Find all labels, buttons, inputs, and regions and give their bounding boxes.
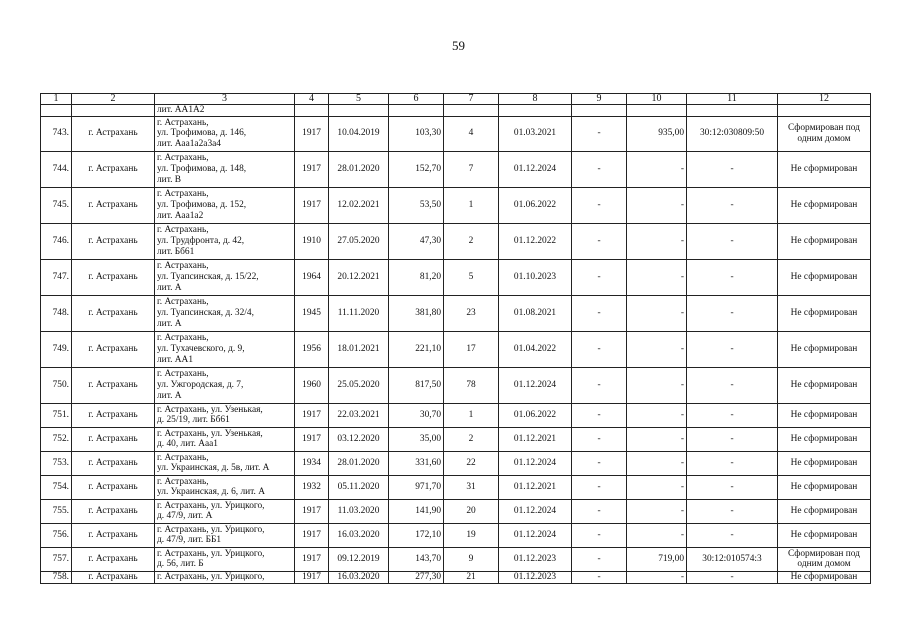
row-number: 750. [41, 367, 72, 403]
city-cell: г. Астрахань [72, 475, 155, 499]
status-cell: Не сформирован [778, 499, 871, 523]
table-row [41, 499, 871, 523]
status-cell: Не сформирован [778, 151, 871, 187]
cadastral-number-cell: - [687, 187, 778, 223]
address-cell: г. Астрахань, ул. Туапсинская, д. 15/22, лит. А [155, 259, 295, 295]
row-number: 747. [41, 259, 72, 295]
address-cell: г. Астрахань, ул. Туапсинская, д. 32/4, лит. А [155, 295, 295, 331]
table-row [41, 151, 871, 187]
year-cell: 1960 [295, 367, 329, 403]
address-cell: г. Астрахань, ул. Урицкого, д. 56, лит. Б [155, 547, 295, 571]
col10-cell: - [627, 187, 687, 223]
date-cell: 16.03.2020 [329, 523, 389, 547]
address-cell: г. Астрахань, ул. Украинская, д. 5в, лит. А [155, 451, 295, 475]
status-cell: Не сформирован [778, 427, 871, 451]
deadline-cell: 01.12.2023 [499, 547, 572, 571]
area-cell: 817,50 [389, 367, 444, 403]
table-row [41, 571, 871, 583]
status-cell: Не сформирован [778, 259, 871, 295]
city-cell: г. Астрахань [72, 151, 155, 187]
status-cell: Не сформирован [778, 295, 871, 331]
year-cell: 1917 [295, 187, 329, 223]
table-row [41, 403, 871, 427]
row-number: 744. [41, 151, 72, 187]
column-header: 6 [389, 94, 444, 105]
cadastral-number-cell: - [687, 259, 778, 295]
apartments-cell: 5 [444, 259, 499, 295]
apartments-cell: 9 [444, 547, 499, 571]
year-cell: 1917 [295, 523, 329, 547]
status-cell: Не сформирован [778, 523, 871, 547]
city-cell: г. Астрахань [72, 187, 155, 223]
cadastral-number-cell: - [687, 451, 778, 475]
registry-table [40, 93, 871, 584]
table-row [41, 295, 871, 331]
column-header: 3 [155, 94, 295, 105]
deadline-cell: 01.08.2021 [499, 295, 572, 331]
date-cell: 18.01.2021 [329, 331, 389, 367]
table-row [41, 547, 871, 571]
column-header: 2 [72, 94, 155, 105]
col10-cell: - [627, 331, 687, 367]
table-row [41, 451, 871, 475]
address-cell: г. Астрахань, ул. Трофимова, д. 152, лит. Ааа1а2 [155, 187, 295, 223]
column-header: 9 [572, 94, 627, 105]
row-number: 753. [41, 451, 72, 475]
area-cell: 152,70 [389, 151, 444, 187]
address-cell: г. Астрахань, ул. Ужгородская, д. 7, лит. А [155, 367, 295, 403]
deadline-cell: 01.12.2021 [499, 475, 572, 499]
area-cell: 971,70 [389, 475, 444, 499]
row-number: 756. [41, 523, 72, 547]
table-row [41, 259, 871, 295]
col10-cell: - [627, 475, 687, 499]
address-cell: г. Астрахань, ул. Узенькая, д. 40, лит. Ааа1 [155, 427, 295, 451]
row-number: 743. [41, 116, 72, 151]
city-cell: г. Астрахань [72, 223, 155, 259]
date-cell: 05.11.2020 [329, 475, 389, 499]
cadastral-number-cell: - [687, 367, 778, 403]
deadline-cell: 01.06.2022 [499, 403, 572, 427]
col10-cell: - [627, 259, 687, 295]
cadastral-number-cell: 30:12:010574:3 [687, 547, 778, 571]
year-cell: 1964 [295, 259, 329, 295]
deadline-cell: 01.12.2021 [499, 427, 572, 451]
column-header: 11 [687, 94, 778, 105]
deadline-cell: 01.12.2024 [499, 367, 572, 403]
deadline-cell: 01.12.2024 [499, 151, 572, 187]
address-cell: г. Астрахань, ул. Тухачевского, д. 9, лит. АА1 [155, 331, 295, 367]
city-cell: г. Астрахань [72, 427, 155, 451]
column-header: 8 [499, 94, 572, 105]
column-header: 7 [444, 94, 499, 105]
table-row [41, 475, 871, 499]
col9-cell: - [572, 571, 627, 583]
date-cell: 11.11.2020 [329, 295, 389, 331]
col10-cell: - [627, 523, 687, 547]
apartments-cell: 22 [444, 451, 499, 475]
date-cell: 20.12.2021 [329, 259, 389, 295]
year-cell: 1917 [295, 151, 329, 187]
city-cell: г. Астрахань [72, 331, 155, 367]
apartments-cell: 2 [444, 427, 499, 451]
apartments-cell: 20 [444, 499, 499, 523]
col10-cell: - [627, 451, 687, 475]
year-cell: 1917 [295, 499, 329, 523]
city-cell: г. Астрахань [72, 403, 155, 427]
continuation-row [41, 105, 871, 117]
col9-cell: - [572, 151, 627, 187]
address-cell: г. Астрахань, ул. Урицкого, [155, 571, 295, 583]
status-cell: Не сформирован [778, 331, 871, 367]
col10-cell: - [627, 499, 687, 523]
column-header: 5 [329, 94, 389, 105]
area-cell: 172,10 [389, 523, 444, 547]
area-cell: 103,30 [389, 116, 444, 151]
address-cell: г. Астрахань, ул. Украинская, д. 6, лит. А [155, 475, 295, 499]
row-number: 755. [41, 499, 72, 523]
apartments-cell: 4 [444, 116, 499, 151]
row-number: 754. [41, 475, 72, 499]
date-cell: 10.04.2019 [329, 116, 389, 151]
year-cell: 1917 [295, 571, 329, 583]
area-cell: 30,70 [389, 403, 444, 427]
deadline-cell: 01.12.2023 [499, 571, 572, 583]
area-cell: 35,00 [389, 427, 444, 451]
cadastral-number-cell: - [687, 427, 778, 451]
deadline-cell: 01.12.2024 [499, 523, 572, 547]
row-number: 751. [41, 403, 72, 427]
city-cell: г. Астрахань [72, 523, 155, 547]
continuation-text: лит. АА1А2 [155, 105, 295, 117]
col9-cell: - [572, 403, 627, 427]
column-header: 10 [627, 94, 687, 105]
deadline-cell: 01.10.2023 [499, 259, 572, 295]
apartments-cell: 7 [444, 151, 499, 187]
col9-cell: - [572, 259, 627, 295]
apartments-cell: 78 [444, 367, 499, 403]
year-cell: 1945 [295, 295, 329, 331]
col9-cell: - [572, 223, 627, 259]
year-cell: 1917 [295, 116, 329, 151]
area-cell: 381,80 [389, 295, 444, 331]
apartments-cell: 1 [444, 403, 499, 427]
cadastral-number-cell: - [687, 223, 778, 259]
status-cell: Не сформирован [778, 187, 871, 223]
date-cell: 25.05.2020 [329, 367, 389, 403]
table-row [41, 116, 871, 151]
status-cell: Не сформирован [778, 451, 871, 475]
address-cell: г. Астрахань, ул. Урицкого, д. 47/9, лит. ББ1 [155, 523, 295, 547]
table-row [41, 223, 871, 259]
deadline-cell: 01.04.2022 [499, 331, 572, 367]
col9-cell: - [572, 295, 627, 331]
cadastral-number-cell: - [687, 151, 778, 187]
date-cell: 16.03.2020 [329, 571, 389, 583]
area-cell: 81,20 [389, 259, 444, 295]
cadastral-number-cell: - [687, 403, 778, 427]
status-cell: Сформирован под одним домом [778, 547, 871, 571]
col9-cell: - [572, 547, 627, 571]
city-cell: г. Астрахань [72, 259, 155, 295]
area-cell: 47,30 [389, 223, 444, 259]
address-cell: г. Астрахань, ул. Урицкого, д. 47/9, лит. А [155, 499, 295, 523]
col10-cell: - [627, 367, 687, 403]
status-cell: Не сформирован [778, 223, 871, 259]
area-cell: 143,70 [389, 547, 444, 571]
address-cell: г. Астрахань, ул. Трудфронта, д. 42, лит. Бб61 [155, 223, 295, 259]
row-number: 748. [41, 295, 72, 331]
apartments-cell: 31 [444, 475, 499, 499]
year-cell: 1917 [295, 403, 329, 427]
city-cell: г. Астрахань [72, 116, 155, 151]
apartments-cell: 21 [444, 571, 499, 583]
city-cell: г. Астрахань [72, 451, 155, 475]
col10-cell: - [627, 571, 687, 583]
table-row [41, 331, 871, 367]
col10-cell: 719,00 [627, 547, 687, 571]
col9-cell: - [572, 475, 627, 499]
status-cell: Не сформирован [778, 367, 871, 403]
year-cell: 1917 [295, 427, 329, 451]
cadastral-number-cell: - [687, 523, 778, 547]
row-number: 752. [41, 427, 72, 451]
address-cell: г. Астрахань, ул. Трофимова, д. 146, лит. Ааа1а2а3а4 [155, 116, 295, 151]
col10-cell: - [627, 403, 687, 427]
area-cell: 221,10 [389, 331, 444, 367]
column-header: 12 [778, 94, 871, 105]
city-cell: г. Астрахань [72, 547, 155, 571]
status-cell: Не сформирован [778, 571, 871, 583]
area-cell: 53,50 [389, 187, 444, 223]
status-cell: Не сформирован [778, 475, 871, 499]
apartments-cell: 1 [444, 187, 499, 223]
table-row [41, 427, 871, 451]
col9-cell: - [572, 427, 627, 451]
status-cell: Сформирован под одним домом [778, 116, 871, 151]
col10-cell: - [627, 151, 687, 187]
column-header: 4 [295, 94, 329, 105]
table-row [41, 367, 871, 403]
year-cell: 1956 [295, 331, 329, 367]
apartments-cell: 17 [444, 331, 499, 367]
deadline-cell: 01.12.2022 [499, 223, 572, 259]
date-cell: 28.01.2020 [329, 451, 389, 475]
col10-cell: - [627, 223, 687, 259]
row-number: 749. [41, 331, 72, 367]
year-cell: 1934 [295, 451, 329, 475]
city-cell: г. Астрахань [72, 367, 155, 403]
cadastral-number-cell: - [687, 571, 778, 583]
deadline-cell: 01.12.2024 [499, 451, 572, 475]
deadline-cell: 01.03.2021 [499, 116, 572, 151]
city-cell: г. Астрахань [72, 499, 155, 523]
col9-cell: - [572, 367, 627, 403]
cadastral-number-cell: - [687, 475, 778, 499]
date-cell: 12.02.2021 [329, 187, 389, 223]
cadastral-number-cell: - [687, 331, 778, 367]
col10-cell: - [627, 295, 687, 331]
column-header: 1 [41, 94, 72, 105]
city-cell: г. Астрахань [72, 571, 155, 583]
table-row [41, 523, 871, 547]
area-cell: 331,60 [389, 451, 444, 475]
area-cell: 277,30 [389, 571, 444, 583]
page-number: 59 [452, 38, 465, 53]
col9-cell: - [572, 523, 627, 547]
apartments-cell: 23 [444, 295, 499, 331]
col10-cell: - [627, 427, 687, 451]
cadastral-number-cell: - [687, 295, 778, 331]
col9-cell: - [572, 451, 627, 475]
address-cell: г. Астрахань, ул. Узенькая, д. 25/19, лит. Бб61 [155, 403, 295, 427]
year-cell: 1917 [295, 547, 329, 571]
apartments-cell: 2 [444, 223, 499, 259]
city-cell: г. Астрахань [72, 295, 155, 331]
column-number-row [41, 94, 871, 105]
col9-cell: - [572, 116, 627, 151]
col9-cell: - [572, 187, 627, 223]
year-cell: 1932 [295, 475, 329, 499]
col10-cell: 935,00 [627, 116, 687, 151]
year-cell: 1910 [295, 223, 329, 259]
deadline-cell: 01.12.2024 [499, 499, 572, 523]
cadastral-number-cell: - [687, 499, 778, 523]
table-body [41, 94, 871, 584]
row-number: 745. [41, 187, 72, 223]
status-cell: Не сформирован [778, 403, 871, 427]
deadline-cell: 01.06.2022 [499, 187, 572, 223]
row-number: 757. [41, 547, 72, 571]
table-row [41, 187, 871, 223]
area-cell: 141,90 [389, 499, 444, 523]
col9-cell: - [572, 499, 627, 523]
date-cell: 09.12.2019 [329, 547, 389, 571]
date-cell: 03.12.2020 [329, 427, 389, 451]
col9-cell: - [572, 331, 627, 367]
apartments-cell: 19 [444, 523, 499, 547]
row-number: 746. [41, 223, 72, 259]
date-cell: 27.05.2020 [329, 223, 389, 259]
date-cell: 28.01.2020 [329, 151, 389, 187]
cadastral-number-cell: 30:12:030809:50 [687, 116, 778, 151]
row-number: 758. [41, 571, 72, 583]
address-cell: г. Астрахань, ул. Трофимова, д. 148, лит. В [155, 151, 295, 187]
date-cell: 11.03.2020 [329, 499, 389, 523]
date-cell: 22.03.2021 [329, 403, 389, 427]
